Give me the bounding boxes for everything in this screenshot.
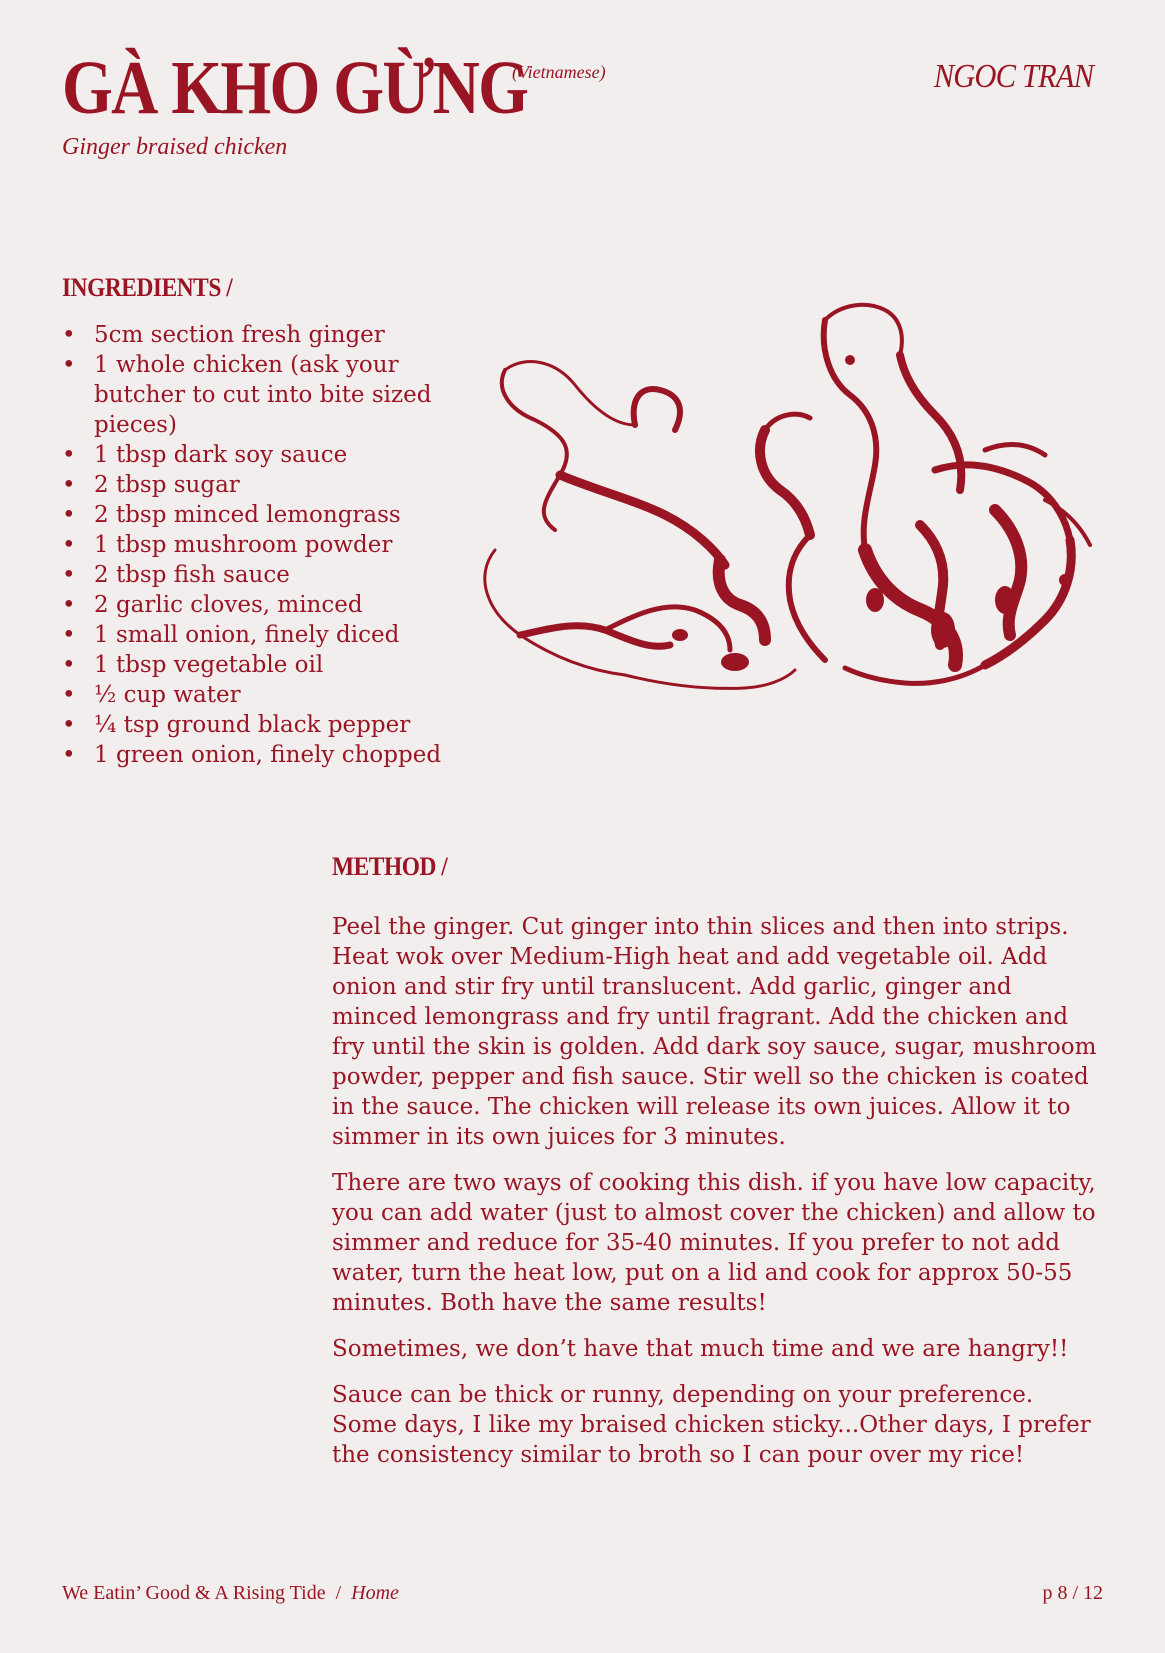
book-title: We Eatin’ Good & A Rising Tide	[62, 1582, 326, 1604]
ingredient-item: • 2 tbsp minced lemongrass	[62, 500, 452, 530]
ingredient-item: • 1 tbsp mushroom powder	[62, 530, 452, 560]
ingredient-item: • 1 tbsp dark soy sauce	[62, 440, 452, 470]
ingredient-item: • 1 whole chicken (ask your butcher to cut into bite sized pieces)	[62, 350, 452, 440]
recipe-subtitle: Ginger braised chicken	[62, 134, 288, 160]
recipe-title: GÀ KHO GỪNG	[62, 46, 528, 130]
ginger-root-icon	[465, 300, 1115, 730]
method-paragraph: Peel the ginger. Cut ginger into thin slices and then into strips. Heat wok over Medium-High heat and add vegetable oil. Add onion and stir fry until translucent. Add garlic, ginger and minced lemongrass and fry until fragrant. Add the chicken and fry until the skin is golden. Add dark soy sauce, sugar, mushroom powder, pepper and fish sauce. Stir well so the chicken is coated in the sauce. The chicken will release its own juices. Allow it to simmer in its own juices for 3 minutes.	[332, 914, 1097, 1150]
ingredient-item: • 2 tbsp fish sauce	[62, 560, 452, 590]
footer-breadcrumb	[62, 1582, 399, 1605]
ingredient-item: • ¼ tsp ground black pepper	[62, 710, 452, 740]
ingredient-item: • 2 tbsp sugar	[62, 470, 452, 500]
ingredient-item: • 2 garlic cloves, minced	[62, 590, 452, 620]
page-number: p 8 / 12	[1042, 1582, 1103, 1604]
ingredient-item: • 1 small onion, finely diced	[62, 620, 452, 650]
method-paragraph: There are two ways of cooking this dish. if you have low capacity, you can add water (just to almost cover the chicken) and allow to simmer and reduce for 35-40 minutes. If you prefer to not add water, turn the heat low, put on a lid and cook for approx 50-55 minutes. Both have the same results!	[332, 1170, 1096, 1316]
ingredients-list	[62, 320, 452, 770]
language-note: (Vietnamese)	[512, 62, 606, 82]
section-name: Home	[351, 1582, 399, 1604]
method-heading: METHOD /	[332, 852, 448, 881]
ingredient-item: • 1 green onion, finely chopped	[62, 740, 452, 770]
ingredient-item: • ½ cup water	[62, 680, 452, 710]
method-body	[332, 912, 1102, 1486]
breadcrumb-separator: /	[335, 1582, 342, 1604]
author-name: NGOC TRAN	[933, 58, 1093, 95]
method-paragraph: Sauce can be thick or runny, depending on your preference. Some days, I like my braised chicken sticky...Other days, I prefer the consistency similar to broth so I can pour over my rice!	[332, 1382, 1091, 1468]
ingredient-item: • 1 tbsp vegetable oil	[62, 650, 452, 680]
ingredients-heading: INGREDIENTS /	[62, 273, 233, 302]
method-paragraph: Sometimes, we don’t have that much time and we are hangry!!	[332, 1336, 1069, 1362]
ingredient-item: • 5cm section fresh ginger	[62, 320, 452, 350]
